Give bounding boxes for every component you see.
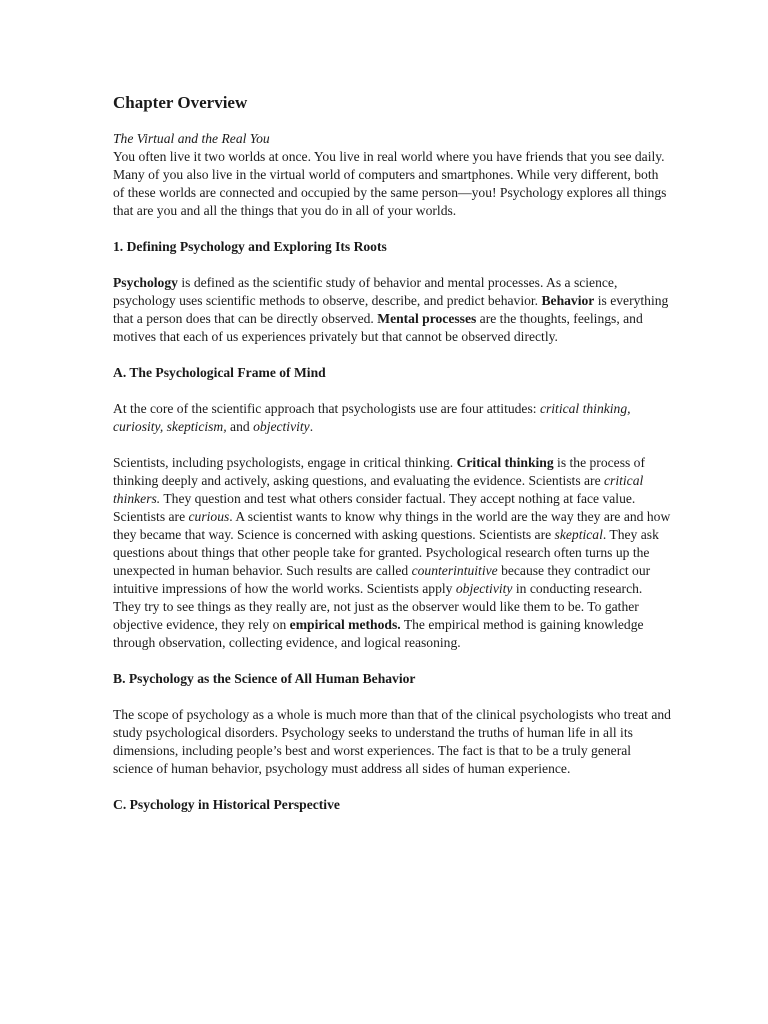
- term-empirical-methods: empirical methods.: [289, 617, 401, 632]
- text-run: . They ask questions about things that other people take for granted. Psychological research often turns up the unexpected in human behavior. Such results are called: [113, 527, 659, 578]
- text-run: Scientists, including psychologists, engage in critical thinking.: [113, 455, 457, 470]
- term-counterintuitive: counterintuitive: [411, 563, 498, 578]
- document-body: [113, 92, 673, 832]
- text-run: is the process of thinking deeply and actively, asking questions, and evaluating the evidence. Scientists are: [113, 455, 646, 488]
- section-a-heading: A. The Psychological Frame of Mind: [113, 365, 326, 380]
- term-mental-processes: Mental processes: [377, 311, 477, 326]
- text-run: is everything that a person does that can be directly observed.: [113, 293, 669, 326]
- text-run: because they contradict our intuitive impressions of how the world works. Scientists apply: [113, 563, 651, 596]
- term-behavior: Behavior: [541, 293, 595, 308]
- section-b-heading: B. Psychology as the Science of All Human Behavior: [113, 671, 416, 686]
- chapter-title: Chapter Overview: [113, 93, 248, 112]
- intro-paragraph: [113, 130, 673, 220]
- attitudes-list: critical thinking, curiosity, skepticism,: [113, 401, 631, 434]
- text-run: . A scientist wants to know why things in the world are the way they are and how they became that way. Science is concerned with asking questions. Scientists are: [113, 509, 671, 542]
- text-run: in conducting research. They try to see things as they really are, not just as the observer would like them to be. To gather objective evidence, they rely on: [113, 581, 643, 632]
- section-1-paragraph: [113, 274, 673, 346]
- section-c-heading: C. Psychology in Historical Perspective: [113, 797, 340, 812]
- section-b-paragraph: The scope of psychology as a whole is much more than that of the clinical psychologists who treat and study psychological disorders. Psychology seeks to understand the truths of human life in all its dimensions, including people’s best and worst experiences. The fact is that to be a truly general science of human behavior, psychology must address all sides of human experience.: [113, 707, 671, 776]
- text-run: is defined as the scientific study of behavior and mental processes. As a science, psychology uses scientific methods to observe, describe, and predict behavior.: [113, 275, 618, 308]
- term-critical-thinking: Critical thinking: [456, 455, 554, 470]
- term-critical-thinkers: critical thinkers.: [113, 473, 644, 506]
- text-run: They question and test what others consider factual. They accept nothing at face value. Scientists are: [113, 491, 636, 524]
- term-curious: curious: [188, 509, 230, 524]
- term-objectivity: objectivity: [253, 419, 310, 434]
- intro-subtitle: The Virtual and the Real You: [113, 131, 270, 146]
- text-run: .: [309, 419, 314, 434]
- text-run: The empirical method is gaining knowledge through observation, collecting evidence, and logical reasoning.: [113, 617, 644, 650]
- term-skeptical: skeptical: [554, 527, 603, 542]
- section-1-heading: 1. Defining Psychology and Exploring Its Roots: [113, 239, 387, 254]
- term-psychology: Psychology: [113, 275, 178, 290]
- section-a-paragraph-2: [113, 454, 673, 652]
- intro-body: You often live it two worlds at once. You live in real world where you have friends that you see daily. Many of you also live in the virtual world of computers and smartphones. While very different, both of these worlds are connected and occupied by the same person—you! Psychology explores all things that are you and all the things that you do in all of your worlds.: [113, 149, 667, 218]
- text-run: are the thoughts, feelings, and motives that each of us experiences privately but that cannot be observed directly.: [113, 311, 643, 344]
- text-run: At the core of the scientific approach that psychologists use are four attitudes:: [113, 401, 540, 416]
- term-objectivity-2: objectivity: [455, 581, 513, 596]
- text-run: and: [226, 419, 254, 434]
- section-a-paragraph-1: [113, 400, 673, 436]
